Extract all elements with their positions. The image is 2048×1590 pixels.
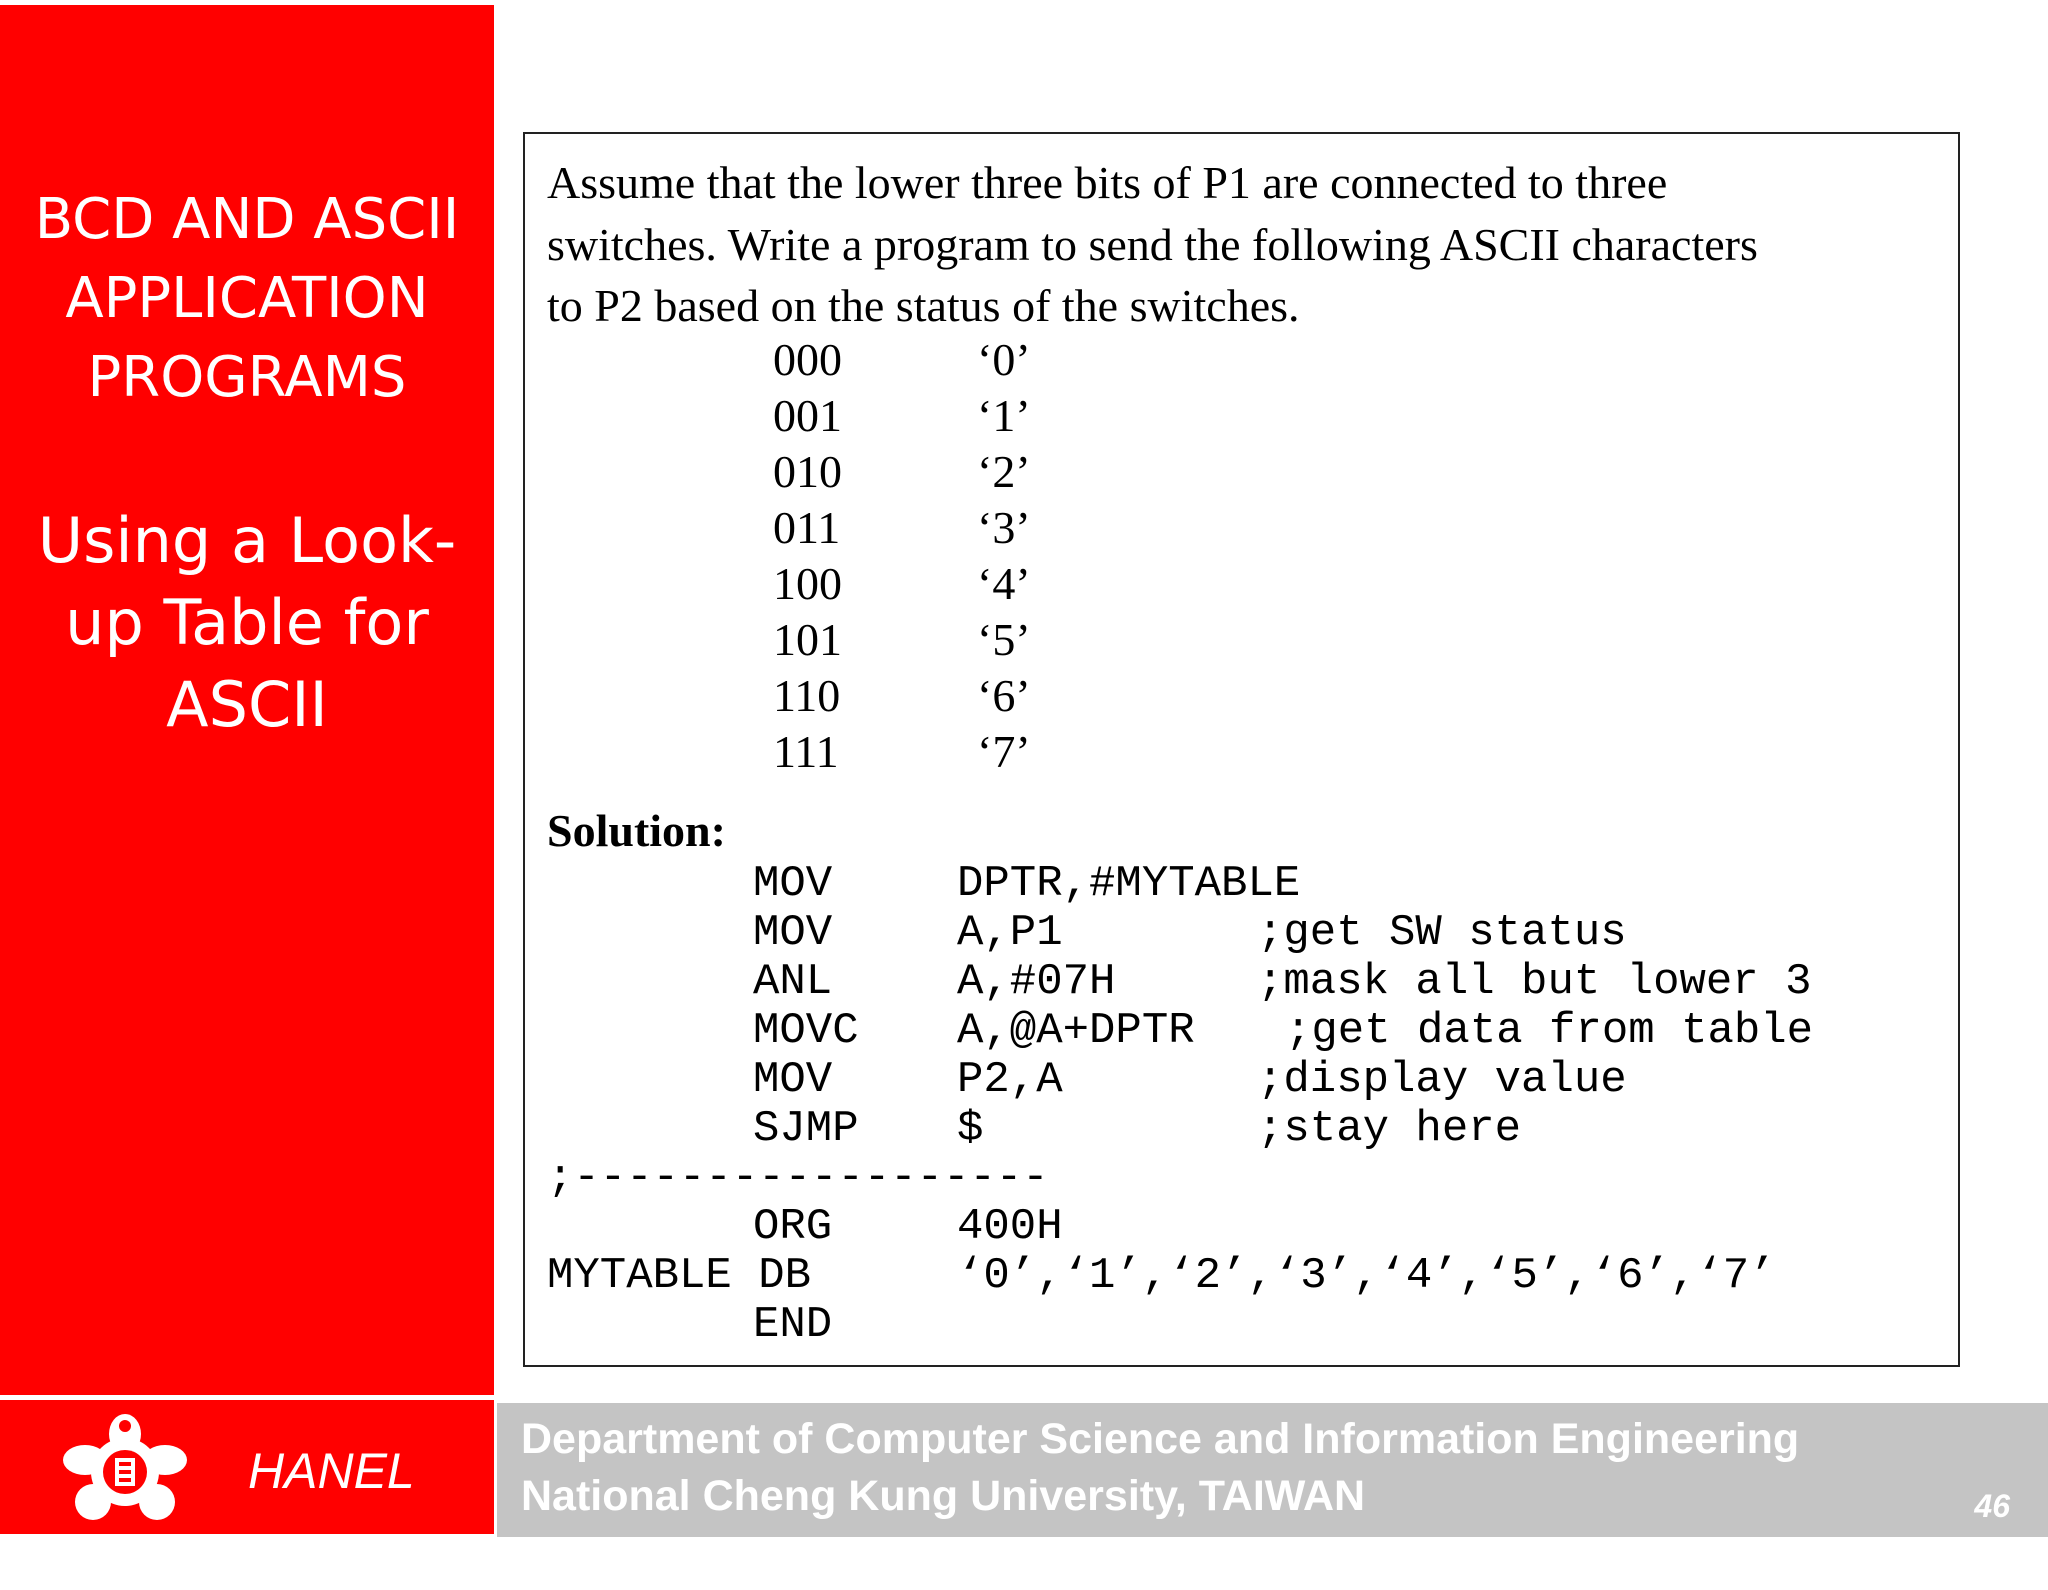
- code-operand: $: [957, 1104, 984, 1154]
- ascii-char: ‘3’: [977, 502, 1031, 553]
- code-separator: ;------------------: [547, 1153, 1049, 1203]
- section-subtitle: [0, 500, 494, 746]
- code-comment: ;get data from table: [1285, 1006, 1814, 1056]
- problem-line: to P2 based on the status of the switches.: [547, 280, 1300, 331]
- author-name: HANEL: [248, 1443, 415, 1499]
- code-operand: A,P1: [957, 908, 1063, 958]
- university-name: National Cheng Kung University, TAIWAN: [521, 1472, 1366, 1520]
- code-operand: A,@A+DPTR: [957, 1006, 1195, 1056]
- code-operand: ‘0’,‘1’,‘2’,‘3’,‘4’,‘5’,‘6’,‘7’: [957, 1251, 1776, 1301]
- department-name: Department of Computer Science and Information Engineering: [521, 1415, 1800, 1463]
- switch-bits: 000: [773, 334, 842, 385]
- page-number: 46: [1974, 1488, 2010, 1524]
- code-opcode: MOV: [753, 1055, 833, 1105]
- switch-bits: 110: [773, 670, 841, 721]
- code-opcode: ANL: [753, 957, 833, 1007]
- ascii-char: ‘2’: [977, 446, 1031, 497]
- switch-bits: 100: [773, 558, 842, 609]
- ascii-char: ‘6’: [977, 670, 1031, 721]
- code-opcode: MOV: [753, 908, 833, 958]
- code-opcode: END: [753, 1300, 833, 1350]
- switch-bits: 101: [773, 614, 842, 665]
- ascii-char: ‘0’: [977, 334, 1031, 385]
- code-comment: ;stay here: [1257, 1104, 1522, 1154]
- code-opcode: SJMP: [753, 1104, 859, 1154]
- section-title-line: PROGRAMS: [87, 345, 407, 410]
- footer-brand: [0, 1400, 494, 1534]
- ascii-char: ‘5’: [977, 614, 1031, 665]
- section-subtitle-line: up Table for: [65, 586, 429, 659]
- code-operand: A,#07H: [957, 957, 1116, 1007]
- code-comment: ;display value: [1257, 1055, 1627, 1105]
- code-label: MYTABLE DB: [547, 1251, 812, 1301]
- section-subtitle-line: Using a Look-: [37, 504, 457, 577]
- code-opcode: MOVC: [753, 1006, 859, 1056]
- example-box: [523, 132, 1960, 1367]
- ascii-char: ‘1’: [977, 390, 1031, 441]
- section-title-line: APPLICATION: [65, 266, 429, 331]
- code-opcode: ORG: [753, 1202, 833, 1252]
- problem-line: Assume that the lower three bits of P1 are connected to three: [547, 157, 1668, 208]
- code-comment: ;mask all but lower 3: [1257, 957, 1812, 1007]
- footer-affiliation: [521, 1411, 1799, 1525]
- switch-bits: 001: [773, 390, 842, 441]
- code-operand: P2,A: [957, 1055, 1063, 1105]
- section-title-line: BCD AND ASCII: [34, 187, 460, 252]
- switch-bits: 111: [773, 726, 839, 777]
- ascii-char: ‘4’: [977, 558, 1031, 609]
- sidebar: [0, 5, 494, 1395]
- section-title: [0, 180, 494, 417]
- university-logo-icon: [55, 1412, 195, 1527]
- problem-statement: [547, 152, 1947, 337]
- switch-bits: 011: [773, 502, 841, 553]
- problem-line: switches. Write a program to send the following ASCII characters: [547, 218, 1758, 270]
- solution-label: Solution:: [547, 805, 726, 856]
- switch-bits: 010: [773, 446, 842, 497]
- code-comment: ;get SW status: [1257, 908, 1627, 958]
- footer-bar: [497, 1403, 2048, 1537]
- code-opcode: MOV: [753, 859, 833, 909]
- section-subtitle-line: ASCII: [166, 668, 328, 741]
- code-operand: 400H: [957, 1202, 1063, 1252]
- code-operand: DPTR,#MYTABLE: [957, 859, 1301, 909]
- ascii-char: ‘7’: [977, 726, 1031, 777]
